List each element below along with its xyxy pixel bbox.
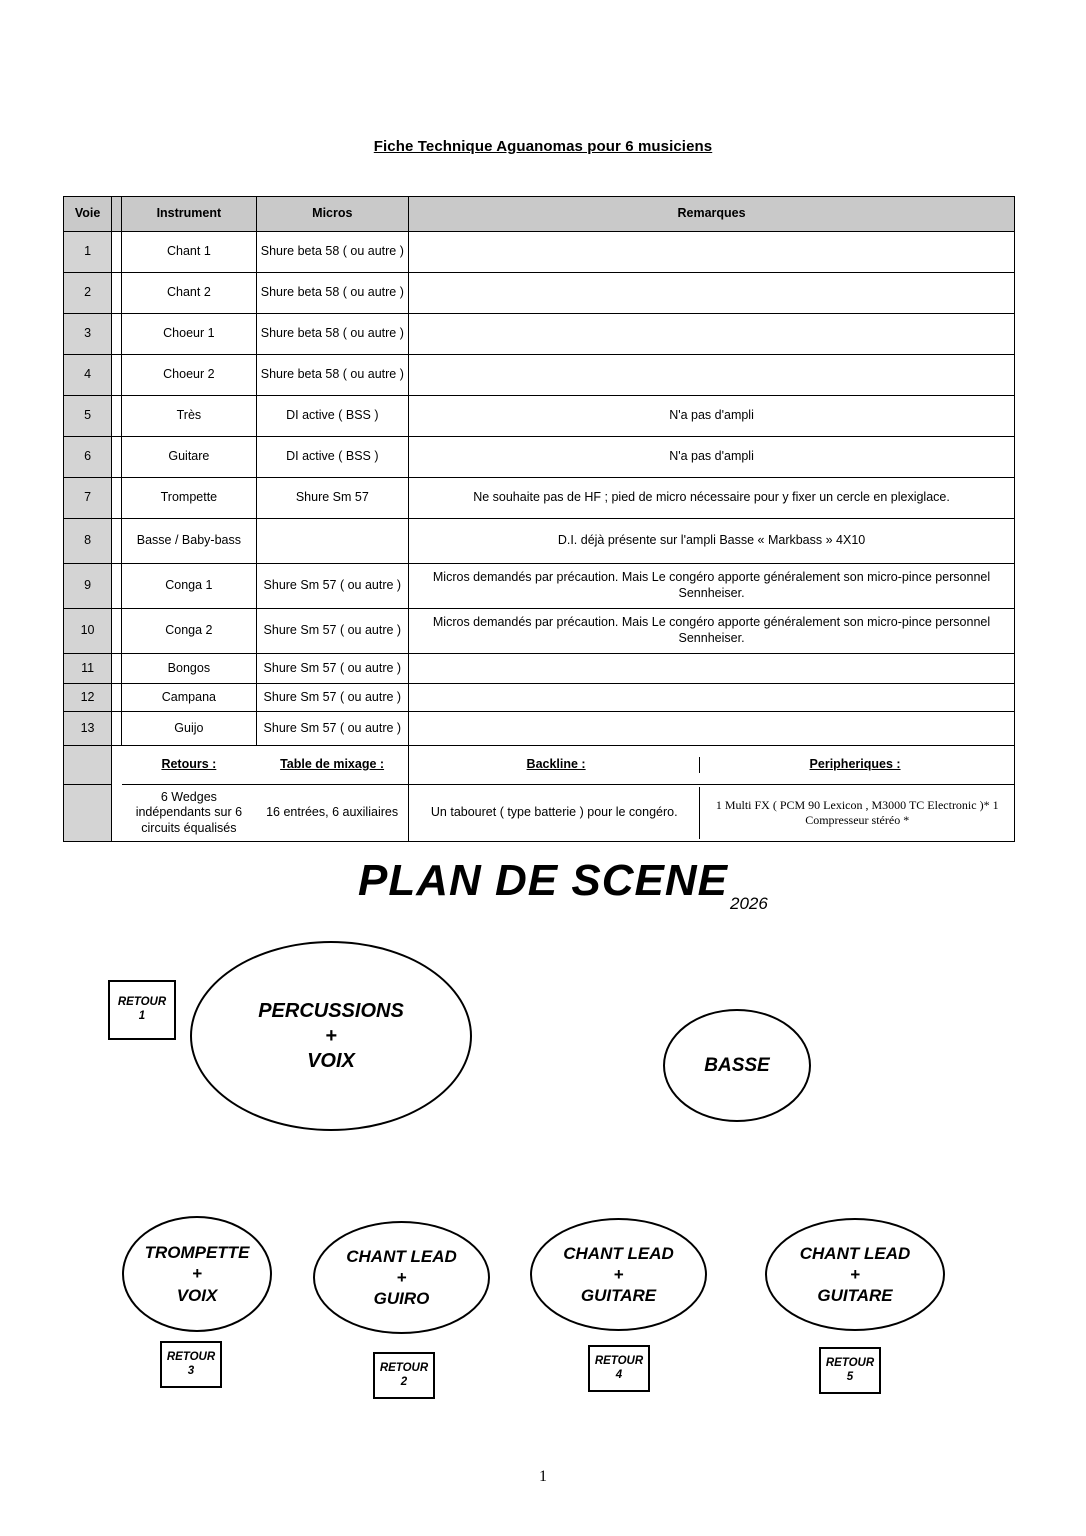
- stage-label-line: PERCUSSIONS: [258, 999, 404, 1022]
- page-number: 1: [539, 1468, 547, 1485]
- table-row: [64, 232, 1015, 273]
- retour-number: 4: [615, 1368, 623, 1381]
- header-remarques: Remarques: [409, 197, 1015, 232]
- retour-monitor-2: [373, 1352, 435, 1399]
- stage-label-line: TROMPETTE: [144, 1243, 250, 1263]
- stage-label-line: VOIX: [307, 1049, 355, 1072]
- cell-micro: Shure Sm 57 ( ou autre ): [256, 654, 408, 684]
- retour-number: 2: [400, 1375, 408, 1388]
- cell-micro: Shure Sm 57 ( ou autre ): [256, 684, 408, 712]
- cell-remarque: [409, 232, 1015, 273]
- cell-voie: 12: [64, 684, 112, 712]
- cell-gap: [112, 273, 122, 314]
- cell-voie: 8: [64, 519, 112, 564]
- cell-instrument: Guijo: [122, 712, 256, 746]
- stage-label-line: CHANT LEAD: [346, 1246, 457, 1266]
- cell-voie: 3: [64, 314, 112, 355]
- cell-remarque: Micros demandés par précaution. Mais Le congéro apporte généralement son micro-pince personnel Sennheiser.: [409, 564, 1015, 609]
- retour-number: 1: [138, 1010, 146, 1022]
- info-blank-voie-2: [64, 785, 112, 842]
- cell-gap: [112, 684, 122, 712]
- table-row: [64, 437, 1015, 478]
- cell-instrument: Très: [122, 396, 256, 437]
- page-title: Fiche Technique Aguanomas pour 6 musiciens: [373, 138, 713, 155]
- cell-instrument: Campana: [122, 684, 256, 712]
- cell-micro: Shure beta 58 ( ou autre ): [256, 355, 408, 396]
- info-header-backline: Backline :: [526, 757, 586, 772]
- stage-position-chant-lead-guitare-1: [530, 1218, 707, 1331]
- header-gap: [112, 197, 122, 232]
- info-header-table-mixage: Table de mixage :: [256, 746, 408, 785]
- info-value-retours: 6 Wedges indépendants sur 6 circuits équalisés: [122, 785, 256, 842]
- cell-instrument: Conga 2: [122, 609, 256, 654]
- stage-label-line: CHANT LEAD: [563, 1243, 674, 1263]
- cell-gap: [112, 437, 122, 478]
- table-row: [64, 684, 1015, 712]
- table-row: [64, 519, 1015, 564]
- cell-gap: [112, 396, 122, 437]
- cell-micro: DI active ( BSS ): [256, 396, 408, 437]
- table-header-row: [64, 197, 1015, 232]
- cell-remarque: N'a pas d'ampli: [409, 396, 1015, 437]
- info-blank-voie: [64, 746, 112, 785]
- stage-label-line: GUITARE: [817, 1286, 893, 1306]
- cell-voie: 4: [64, 355, 112, 396]
- header-micros: Micros: [256, 197, 408, 232]
- cell-remarque: Ne souhaite pas de HF ; pied de micro nécessaire pour y fixer un cercle en plexiglace.: [409, 478, 1015, 519]
- cell-gap: [112, 564, 122, 609]
- stage-position-percussions-voix: [190, 941, 472, 1131]
- cell-micro: DI active ( BSS ): [256, 437, 408, 478]
- cell-micro: [256, 519, 408, 564]
- retour-label: RETOUR: [594, 1354, 644, 1367]
- cell-gap: [112, 314, 122, 355]
- cell-instrument: Chant 2: [122, 273, 256, 314]
- info-header-backline-peripheriques: [409, 746, 1015, 785]
- cell-voie: 7: [64, 478, 112, 519]
- cell-remarque: [409, 712, 1015, 746]
- cell-remarque: Micros demandés par précaution. Mais Le congéro apporte généralement son micro-pince personnel Sennheiser.: [409, 609, 1015, 654]
- cell-voie: 13: [64, 712, 112, 746]
- retour-label: RETOUR: [825, 1356, 875, 1369]
- header-voie: Voie: [64, 197, 112, 232]
- header-instrument: Instrument: [122, 197, 256, 232]
- retour-monitor-5: [819, 1347, 881, 1394]
- cell-gap: [112, 654, 122, 684]
- cell-remarque: [409, 355, 1015, 396]
- cell-instrument: Basse / Baby-bass: [122, 519, 256, 564]
- cell-voie: 6: [64, 437, 112, 478]
- cell-gap: [112, 355, 122, 396]
- retour-monitor-1: [108, 980, 176, 1040]
- cell-instrument: Guitare: [122, 437, 256, 478]
- stage-position-chant-lead-guitare-2: [765, 1218, 945, 1331]
- table-row: [64, 273, 1015, 314]
- cell-micro: Shure beta 58 ( ou autre ): [256, 273, 408, 314]
- cell-micro: Shure beta 58 ( ou autre ): [256, 232, 408, 273]
- info-header-row: [64, 746, 1015, 785]
- retour-monitor-3: [160, 1341, 222, 1388]
- stage-plan-year: 2026: [730, 894, 768, 913]
- table-row: [64, 314, 1015, 355]
- cell-remarque: [409, 314, 1015, 355]
- cell-remarque: N'a pas d'ampli: [409, 437, 1015, 478]
- cell-remarque: [409, 684, 1015, 712]
- cell-micro: Shure Sm 57: [256, 478, 408, 519]
- cell-micro: Shure beta 58 ( ou autre ): [256, 314, 408, 355]
- info-header-peripheriques: Peripheriques :: [699, 757, 1010, 773]
- table-row: [64, 609, 1015, 654]
- cell-instrument: Bongos: [122, 654, 256, 684]
- stage-label-line: GUITARE: [580, 1286, 657, 1306]
- table-row: [64, 712, 1015, 746]
- cell-remarque: D.I. déjà présente sur l'ampli Basse « Markbass » 4X10: [409, 519, 1015, 564]
- table-row: [64, 396, 1015, 437]
- stage-label-line: +: [325, 1024, 337, 1047]
- cell-gap: [112, 232, 122, 273]
- retour-monitor-4: [588, 1345, 650, 1392]
- stage-label-line: +: [613, 1264, 624, 1284]
- cell-gap: [112, 478, 122, 519]
- cell-gap: [112, 785, 122, 842]
- cell-instrument: Choeur 1: [122, 314, 256, 355]
- technical-rider-table: [63, 196, 1015, 842]
- stage-label-line: BASSE: [704, 1054, 770, 1076]
- info-value-peripheriques: 1 Multi FX ( PCM 90 Lexicon , M3000 TC Electronic )* 1 Compresseur stéréo *: [699, 787, 1014, 839]
- info-header-retours: Retours :: [122, 746, 256, 785]
- retour-label: RETOUR: [166, 1350, 216, 1363]
- stage-label-line: +: [850, 1264, 860, 1284]
- cell-instrument: Trompette: [122, 478, 256, 519]
- table-row: [64, 564, 1015, 609]
- cell-gap: [112, 609, 122, 654]
- cell-micro: Shure Sm 57 ( ou autre ): [256, 712, 408, 746]
- table-row: [64, 478, 1015, 519]
- stage-position-trompette-voix: [122, 1216, 272, 1332]
- cell-voie: 5: [64, 396, 112, 437]
- cell-voie: 11: [64, 654, 112, 684]
- table-row: [64, 654, 1015, 684]
- cell-voie: 2: [64, 273, 112, 314]
- retour-number: 3: [187, 1364, 195, 1377]
- info-value-backline-peripheriques: [409, 785, 1015, 842]
- cell-remarque: [409, 654, 1015, 684]
- stage-position-basse: [663, 1009, 811, 1122]
- retour-label: RETOUR: [379, 1361, 429, 1374]
- stage-position-chant-lead-guiro: [313, 1221, 490, 1334]
- cell-voie: 1: [64, 232, 112, 273]
- info-value-row: [64, 785, 1015, 842]
- table-row: [64, 355, 1015, 396]
- cell-gap: [112, 519, 122, 564]
- cell-voie: 9: [64, 564, 112, 609]
- stage-label-line: +: [192, 1264, 202, 1284]
- cell-gap: [112, 712, 122, 746]
- stage-label-line: CHANT LEAD: [799, 1243, 911, 1263]
- stage-label-line: GUIRO: [373, 1289, 430, 1309]
- info-value-backline: Un tabouret ( type batterie ) pour le congéro.: [430, 805, 678, 820]
- retour-label: RETOUR: [117, 996, 167, 1009]
- cell-gap: [112, 746, 122, 785]
- cell-instrument: Conga 1: [122, 564, 256, 609]
- stage-plan-title: PLAN DE SCENE: [358, 856, 728, 905]
- info-value-table-mixage: 16 entrées, 6 auxiliaires: [256, 785, 408, 842]
- cell-instrument: Choeur 2: [122, 355, 256, 396]
- cell-micro: Shure Sm 57 ( ou autre ): [256, 564, 408, 609]
- retour-number: 5: [846, 1370, 854, 1383]
- cell-instrument: Chant 1: [122, 232, 256, 273]
- stage-label-line: +: [396, 1267, 407, 1287]
- stage-label-line: VOIX: [176, 1285, 218, 1305]
- cell-micro: Shure Sm 57 ( ou autre ): [256, 609, 408, 654]
- cell-remarque: [409, 273, 1015, 314]
- cell-voie: 10: [64, 609, 112, 654]
